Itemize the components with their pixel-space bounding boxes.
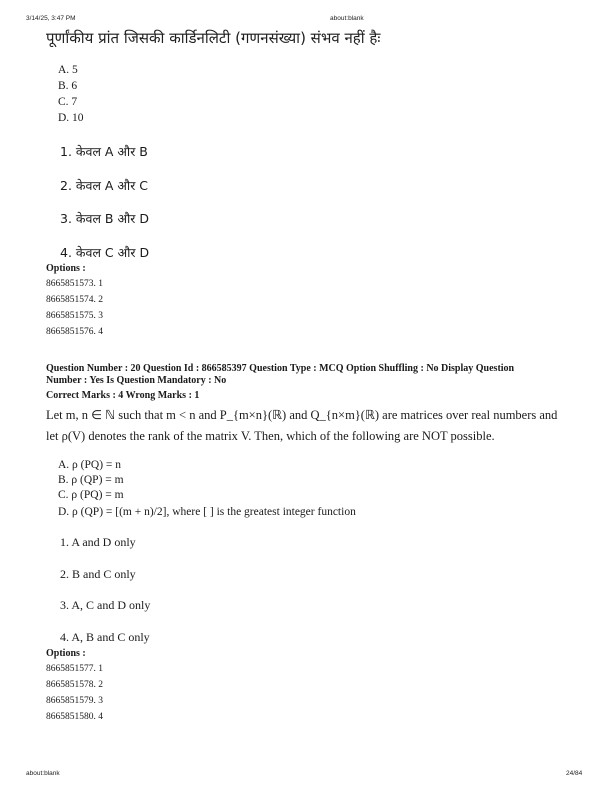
q2-options-label: Options : [46, 648, 86, 659]
q1-choice-b: B. 6 [58, 80, 78, 92]
q1-answer-1: 1. केवल A और B [60, 144, 148, 159]
q2-choice-a: A. ρ (PQ) = n [58, 459, 122, 471]
q2-option-id-1: 8665851577. 1 [46, 664, 103, 674]
page-number: 24/84 [566, 770, 583, 777]
q2-stem-line-2: let ρ(V) denotes the rank of the matrix V. Then, which of the following are NOT possible. [46, 429, 495, 443]
q1-option-id-1: 8665851573. 1 [46, 279, 103, 289]
q2-option-id-3: 8665851579. 3 [46, 696, 103, 706]
q2-stem-line-1: Let m, n ∈ ℕ such that m < n and P_{m×n}(ℝ) and Q_{n×m}(ℝ) are matrices over real numbers and [46, 408, 558, 422]
q1-choice-d: D. 10 [58, 112, 84, 124]
q1-option-id-2: 8665851574. 2 [46, 295, 103, 305]
q2-option-id-2: 8665851578. 2 [46, 680, 103, 690]
q2-option-id-4: 8665851580. 4 [46, 712, 103, 722]
q1-answer-4: 4. केवल C और D [60, 245, 150, 260]
q1-option-id-4: 8665851576. 4 [46, 327, 103, 337]
q1-options-label: Options : [46, 263, 86, 274]
print-datetime: 3/14/25, 3:47 PM [26, 15, 76, 22]
q1-option-id-3: 8665851575. 3 [46, 311, 103, 321]
q2-choice-b: B. ρ (QP) = m [58, 474, 124, 486]
q2-answer-3: 3. A, C and D only [60, 598, 151, 612]
q2-meta-line-2: Number : Yes Is Question Mandatory : No [46, 375, 227, 386]
question-1-title: पूर्णांकीय प्रांत जिसकी कार्डिनलिटी (गणनसंख्या) संभव नहीं हैः [46, 29, 381, 47]
q1-choice-c: C. 7 [58, 96, 78, 108]
print-url: about:blank [330, 15, 364, 22]
q2-marks: Correct Marks : 4 Wrong Marks : 1 [46, 390, 200, 401]
q1-answer-2: 2. केवल A और C [60, 178, 149, 193]
q1-answer-3: 3. केवल B और D [60, 211, 149, 226]
q2-answer-2: 2. B and C only [60, 567, 136, 581]
q2-choice-c: C. ρ (PQ) = m [58, 489, 124, 501]
q2-meta-line-1: Question Number : 20 Question Id : 866585397 Question Type : MCQ Option Shuffling : No Display Question [46, 363, 515, 374]
q2-answer-4: 4. A, B and C only [60, 630, 150, 644]
q2-answer-1: 1. A and D only [60, 535, 136, 549]
footer-url: about:blank [26, 770, 60, 777]
q2-choice-d: D. ρ (QP) = [(m + n)/2], where [ ] is the greatest integer function [58, 506, 356, 518]
q1-choice-a: A. 5 [58, 64, 78, 76]
